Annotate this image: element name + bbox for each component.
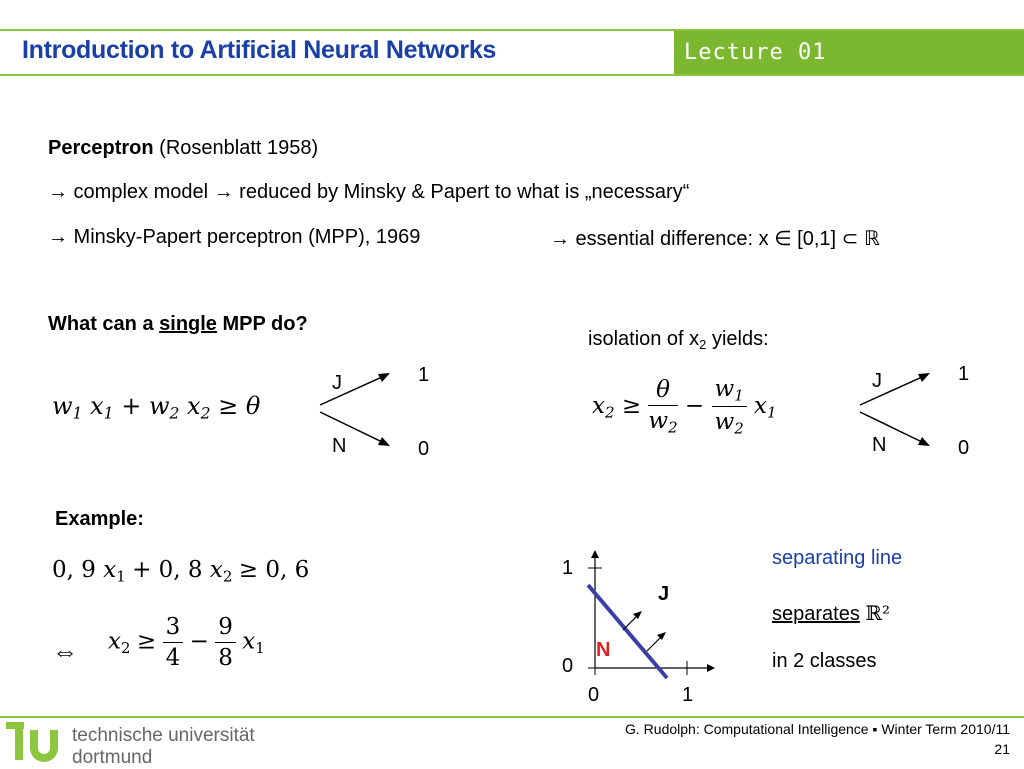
question-single: single — [159, 313, 217, 335]
arrow-down-right — [860, 412, 922, 442]
lecture-label: Lecture 01 — [684, 40, 827, 65]
separation-plot — [550, 540, 730, 710]
output-one-right: 1 — [958, 363, 970, 385]
normal-arrow-1 — [623, 615, 638, 630]
arrowhead-up-right — [918, 373, 930, 382]
example-isolated: $x_2$ ≥ $\frac{3}{4}$ − $\frac{9}{8}$ $x_1$ — [108, 614, 265, 671]
equivalence-symbol: ⇔ — [52, 636, 78, 666]
university-name — [72, 725, 255, 769]
essential-difference-line: → essential difference: x ∈ [0,1] ⊂ ℝ — [550, 228, 880, 250]
output-zero-left: 0 — [418, 438, 430, 460]
separates-line — [772, 601, 890, 626]
separating-line — [588, 583, 670, 678]
r2-symbol: ℝ² — [865, 601, 891, 625]
isolation-post: yields: — [706, 328, 769, 350]
separates-word: separates — [772, 603, 860, 625]
label-J-left: J — [332, 372, 342, 394]
footer-rule — [0, 716, 1024, 718]
label-J-right: J — [872, 370, 882, 392]
output-one-left: 1 — [418, 364, 430, 386]
arrowhead-up-left — [378, 373, 390, 382]
plot-x-tick-1: 1 — [682, 684, 694, 706]
normal-arrowhead-1 — [633, 611, 642, 619]
plot-region-J: J — [658, 583, 670, 605]
separating-line-label: separating line — [772, 547, 903, 569]
question-heading — [48, 313, 308, 336]
output-zero-right: 0 — [958, 437, 970, 459]
isolation-caption — [588, 328, 769, 352]
slide-title: Introduction to Artificial Neural Networks — [22, 36, 497, 64]
arrow-up-right — [860, 377, 922, 405]
tu-logo-icon — [6, 720, 68, 764]
complex-model-line: → complex model → reduced by Minsky & Papert to what is „necessary“ — [48, 181, 690, 203]
perceptron-citation: (Rosenblatt 1958) — [159, 137, 319, 159]
plot-y-tick-0: 0 — [562, 655, 574, 677]
footer-credit: G. Rudolph: Computational Intelligence ▪ Winter Term 2010/11 — [625, 721, 1010, 737]
perceptron-heading — [48, 137, 318, 160]
plot-x-tick-0: 0 — [588, 684, 600, 706]
arrow-up-left — [320, 377, 382, 405]
arrowhead-down-right — [918, 437, 930, 446]
mpp-inequality: $w_1$ $x_1 + w_2$ $x_2 \ge \theta$ — [52, 392, 261, 423]
y-axis-arrow — [591, 550, 599, 558]
normal-arrow-2 — [647, 636, 662, 651]
x-axis-arrow — [707, 664, 715, 672]
plot-y-tick-1: 1 — [562, 557, 574, 579]
two-classes-label: in 2 classes — [772, 650, 877, 672]
university-line1: technische universität — [72, 725, 255, 746]
slide-number: 21 — [994, 741, 1010, 757]
arrowhead-down-left — [378, 437, 390, 446]
question-post: MPP do? — [216, 313, 308, 335]
isolated-inequality: $x_2$ ≥ $\frac{\theta}{w_2}$ − $\frac{w_1}{w_2}$ $x_1$ — [592, 376, 777, 438]
plot-region-N: N — [596, 639, 611, 661]
university-line2: dortmund — [72, 747, 153, 768]
example-label: Example: — [55, 508, 144, 530]
perceptron-bold: Perceptron — [48, 137, 154, 159]
lecture-banner — [674, 31, 1024, 74]
label-N-right: N — [872, 434, 887, 456]
example-inequality: 0, 9 $x_1 + 0$, 8 $x_2 \ge 0$, 6 — [52, 557, 310, 586]
arrow-down-left — [320, 412, 382, 442]
isolation-text: isolation of x — [588, 328, 700, 350]
normal-arrowhead-2 — [657, 632, 666, 640]
label-N-left: N — [332, 435, 347, 457]
isolation-sub: 2 — [699, 336, 707, 352]
question-pre: What can a — [48, 313, 160, 335]
mpp-line: → Minsky-Papert perceptron (MPP), 1969 — [48, 226, 421, 248]
header-rule-bottom — [0, 74, 1024, 76]
